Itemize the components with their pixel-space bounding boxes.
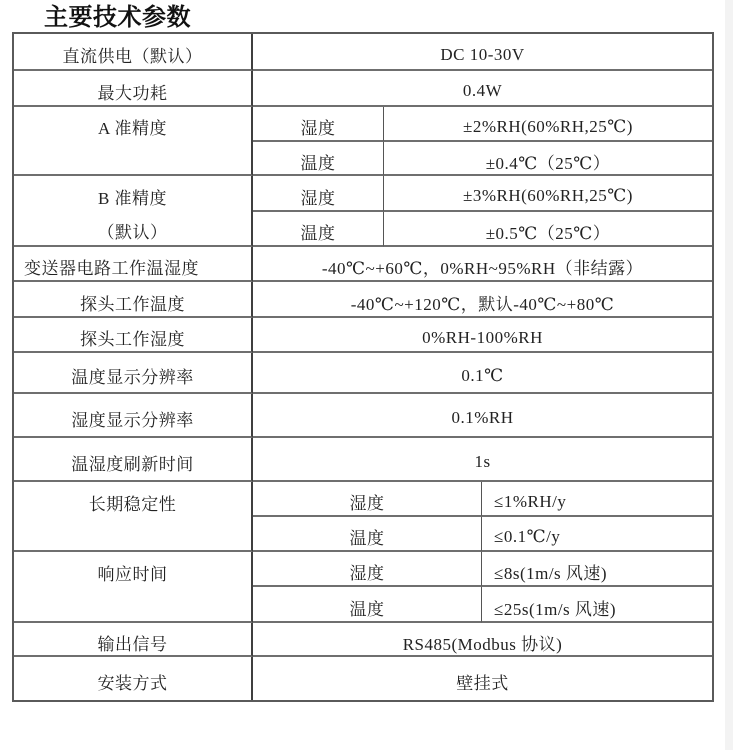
- spec-value-refresh-time: 1s: [253, 438, 712, 482]
- spec-table: [14, 34, 712, 700]
- page-edge-strip: [725, 0, 733, 750]
- spec-label-long-term-stability: [14, 482, 253, 552]
- spec-label-humidity-resolution: 湿度显示分辨率: [14, 394, 253, 438]
- response-humidity-label: 湿度: [253, 552, 482, 587]
- response-time-title: 响应时间: [97, 565, 168, 584]
- spec-value-output-signal: RS485(Modbus 协议): [253, 623, 712, 657]
- accuracy-b-temperature-value: ±0.5℃（25℃）: [384, 212, 712, 247]
- spec-value-probe-temperature: -40℃~+120℃，默认-40℃~+80℃: [253, 282, 712, 318]
- spec-value-dc-supply: DC 10-30V: [253, 34, 712, 71]
- accuracy-a-humidity-label: 湿度: [253, 107, 384, 142]
- spec-label-max-power: 最大功耗: [14, 71, 253, 107]
- accuracy-a-temperature-value: ±0.4℃（25℃）: [384, 142, 712, 176]
- spec-label-probe-humidity: 探头工作湿度: [14, 318, 253, 353]
- response-humidity-value: ≤8s(1m/s 风速): [482, 552, 712, 587]
- spec-label-dc-supply: 直流供电（默认）: [14, 34, 253, 71]
- response-temperature-label: 温度: [253, 587, 482, 623]
- spec-label-probe-temperature: 探头工作温度: [14, 282, 253, 318]
- spec-value-installation: 壁挂式: [456, 674, 509, 693]
- spec-label-accuracy-a: [14, 107, 253, 176]
- spec-label-response-time: [14, 552, 253, 623]
- accuracy-a-note: [14, 141, 251, 174]
- spec-label-refresh-time: 温湿度刷新时间: [14, 438, 253, 482]
- accuracy-b-humidity-value: ±3%RH(60%RH,25℃): [384, 176, 712, 212]
- spec-value-temperature-resolution: 0.1℃: [253, 353, 712, 394]
- accuracy-b-note: （默认）: [97, 223, 168, 243]
- spec-label-temperature-resolution: 温度显示分辨率: [14, 353, 253, 394]
- page-title: 主要技术参数: [44, 3, 191, 31]
- accuracy-a-title: A 准精度: [97, 119, 168, 139]
- accuracy-b-temperature-label: 温度: [253, 212, 384, 247]
- accuracy-b-humidity-label: 湿度: [253, 176, 384, 212]
- spec-value-probe-humidity: 0%RH-100%RH: [253, 318, 712, 353]
- stability-temperature-label: 温度: [253, 517, 482, 552]
- spec-label-circuit-environment: 变送器电路工作温湿度: [14, 247, 253, 282]
- spec-label-installation: 安装方式: [14, 657, 253, 700]
- spec-value-max-power: 0.4W: [253, 71, 712, 107]
- accuracy-a-humidity-value: ±2%RH(60%RH,25℃): [384, 107, 712, 142]
- spec-label-output-signal: 输出信号: [14, 623, 253, 657]
- accuracy-a-temperature-label: 温度: [253, 142, 384, 176]
- spec-value-circuit-environment: -40℃~+60℃，0%RH~95%RH（非结露）: [253, 247, 712, 282]
- stability-humidity-value: ≤1%RH/y: [482, 482, 712, 517]
- stability-temperature-value: ≤0.1℃/y: [482, 517, 712, 552]
- long-term-stability-title: 长期稳定性: [88, 495, 177, 514]
- response-temperature-value: ≤25s(1m/s 风速): [482, 587, 712, 623]
- accuracy-b-title: B 准精度: [97, 188, 168, 208]
- stability-humidity-label: 湿度: [253, 482, 482, 517]
- spec-label-accuracy-b: [14, 176, 253, 247]
- spec-value-humidity-resolution: 0.1%RH: [253, 394, 712, 438]
